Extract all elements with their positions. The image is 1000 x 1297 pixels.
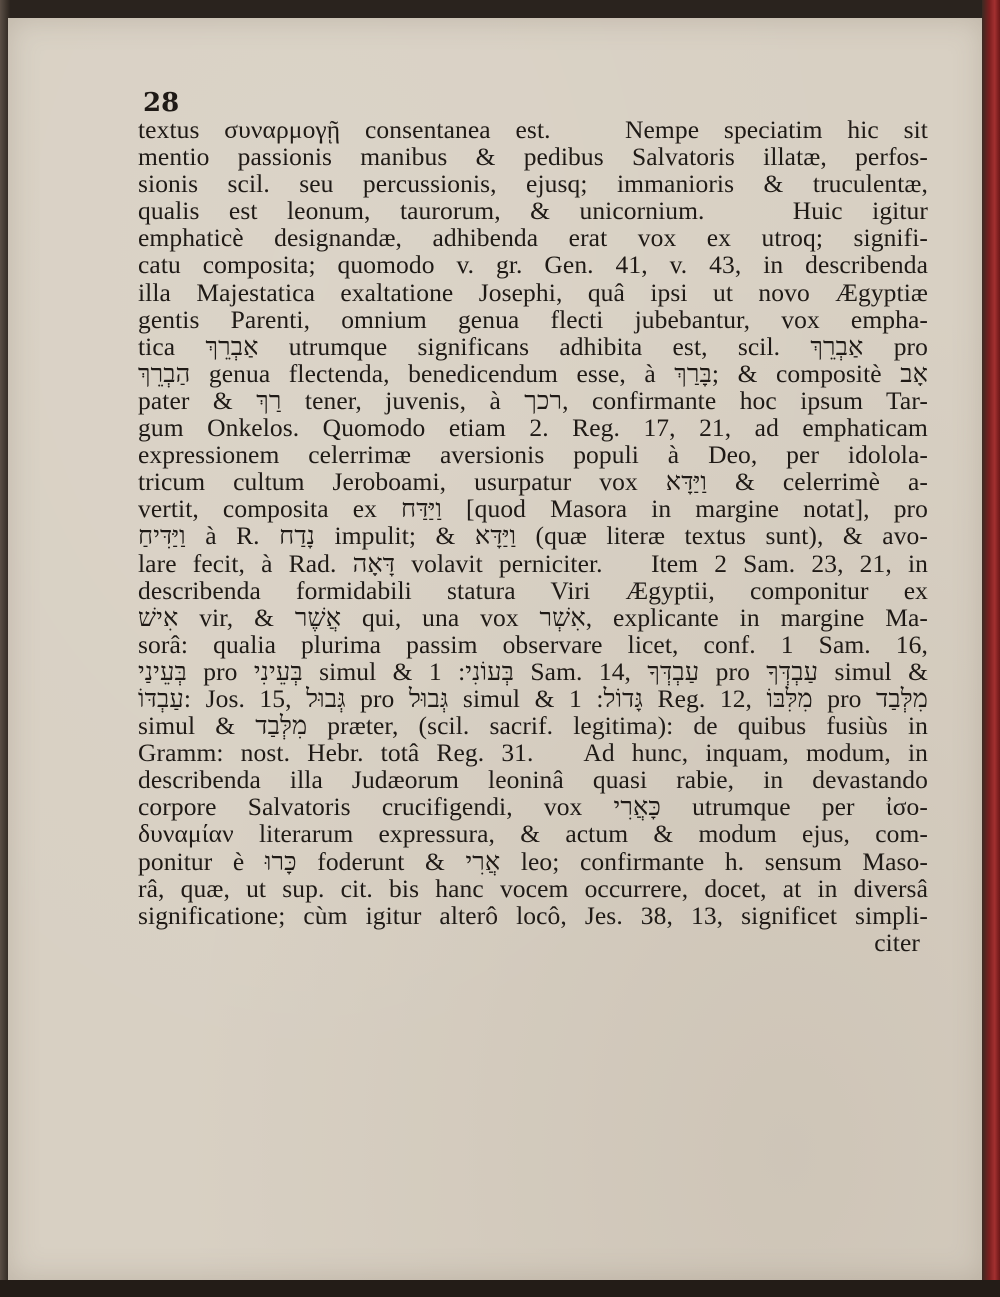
text-line-7: illa Majestatica exaltatione Josephi, quâ ipsi ut novo Ægyptiæ — [138, 277, 928, 307]
text-line-26: corpore Salvatoris crucifigendi, vox כָּאֲרִי utrumque per ἰσο- — [138, 792, 929, 822]
text-line-15: vertit, composita ex וַיַּדַּח [quod Masora in margine notat], pro — [138, 494, 928, 524]
text-line-6: catu composita; quomodo v. gr. Gen. 41, v. 43, in describenda — [138, 250, 928, 280]
text-line-27: δυναμίαν literarum expressura, & actum & modum ejus, com- — [138, 819, 928, 849]
text-line-12: gum Onkelos. Quomodo etiam 2. Reg. 17, 21, ad emphaticam — [138, 413, 928, 443]
text-line-30: significatione; cùm igitur alterô locô, Jes. 38, 13, significet simpli- — [138, 900, 928, 930]
text-line-3: sionis scil. seu percussionis, ejusq; immanioris & truculentæ, — [138, 169, 928, 199]
text-line-17: lare fecit, à Rad. דָּאָה volavit perniciter. Item 2 Sam. 23, 21, in — [138, 548, 928, 578]
bottom-page-edge — [0, 1280, 1000, 1297]
text-line-2: mentio passionis manibus & pedibus Salvatoris illatæ, perfos- — [138, 142, 928, 172]
text-line-22: עַבְדּוֹ: Jos. 15, גְּבוּל pro גְּבוּל simul & גָּדוֹל: 1 Reg. 12, מִלִּבּוֹ pro מִלְּבַד — [138, 683, 929, 713]
text-line-13: expressionem celerrimæ aversionis populi à Deo, per idolola- — [138, 440, 928, 470]
text-line-5: emphaticè designandæ, adhibenda erat vox ex utroq; signifi- — [138, 223, 928, 253]
book-spine-edge — [982, 0, 1000, 1297]
text-line-19: אִישׁ vir, & אֲשֶׁר qui, una vox אִשְׁר, explicante in margine Ma- — [138, 602, 928, 632]
text-line-23: simul & מִלְּבַד præter, (scil. sacrif. legitima): de quibus fusiùs in — [138, 711, 928, 741]
text-line-9: tica אַבְרֵךְ utrumque significans adhibita est, scil. אַבְרֵךְ pro — [138, 331, 928, 361]
text-line-25: describenda illa Judæorum leoninâ quasi rabie, in devastando — [138, 765, 928, 795]
text-line-11: pater & רַךְ tener, juvenis, à רכך, confirmante hoc ipsum Tar- — [138, 385, 928, 415]
text-line-21: בְּעֵינַי pro בְּעֵינִי simul & בְּעוֹנִי: 1 Sam. 14, עַבְדְּךָ pro עַבְדְּךָ simul & — [138, 656, 929, 686]
text-line-14: tricum cultum Jeroboami, usurpatur vox וַיַּדָּא & celerrimè a- — [138, 467, 928, 497]
text-line-1: textus συναρμογῇ consentanea est. Nempe speciatim hic sit — [138, 115, 928, 144]
catchword: citer — [874, 927, 920, 957]
text-line-20: sorâ: qualia plurima passim observare licet, conf. 1 Sam. 16, — [138, 629, 928, 659]
text-line-16: וַיַּדִּיחַ à R. נָדַח impulit; & וַיַּדָּא (quæ literæ textus sunt), & avo- — [138, 521, 928, 551]
text-body — [138, 116, 928, 956]
text-line-29: râ, quæ, ut sup. cit. bis hanc vocem occurrere, docet, at in diversâ — [138, 873, 928, 903]
text-line-24: Gramm: nost. Hebr. totâ Reg. 31. Ad hunc, inquam, modum, in — [138, 738, 928, 768]
text-line-18: describenda formidabili statura Viri Ægyptii, componitur ex — [138, 575, 928, 605]
text-line-10: הַבְרֵךְ genua flectenda, benedicendum esse, à בָּרַךְ; & compositè אָב — [138, 358, 928, 388]
text-line-8: gentis Parenti, omnium genua flecti jubebantur, vox empha- — [138, 304, 928, 334]
text-line-4: qualis est leonum, taurorum, & unicornium. Huic igitur — [138, 196, 928, 226]
text-line-28: ponitur è כָּרוּ foderunt & אֲרִי leo; confirmante h. sensum Maso- — [138, 846, 929, 876]
page-number: 28 — [143, 88, 180, 118]
